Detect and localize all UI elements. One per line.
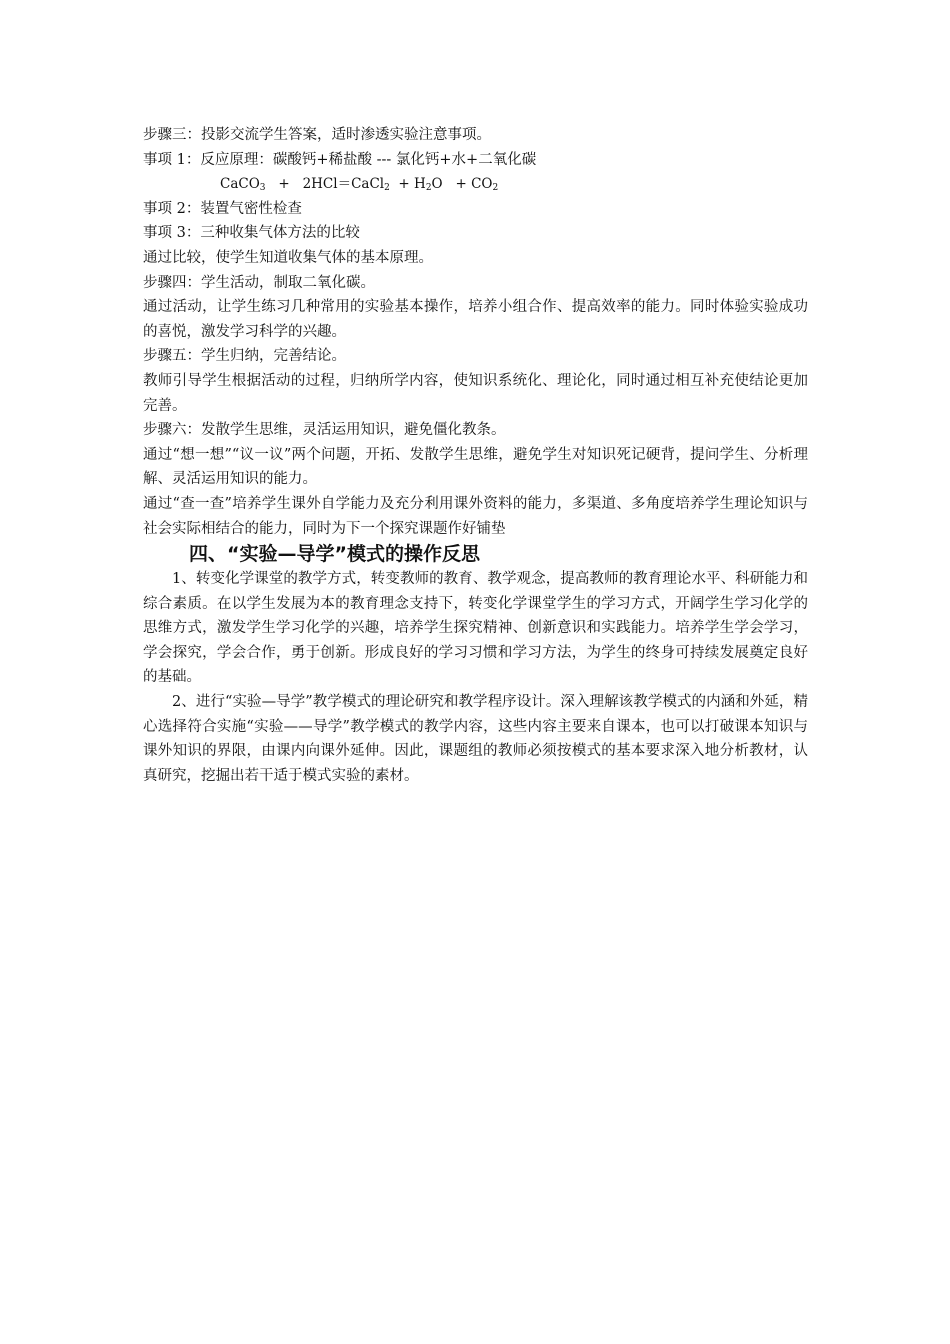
step3-line: 步骤三：投影交流学生答案，适时渗透实验注意事项。 <box>143 127 491 143</box>
chemical-equation <box>143 172 808 197</box>
equation-h: + H <box>389 176 426 193</box>
compare-line: 通过比较，使学生知道收集气体的基本原理。 <box>143 249 433 266</box>
item3-line: 事项 3：三种收集气体方法的比较 <box>143 225 360 242</box>
check-paragraph: 通过“查一查”培养学生课外自学能力及充分利用课外资料的能力，多渠道、多角度培养学生理论知识与社会实际相结合的能力，同时为下一个探究课题作好铺垫 <box>143 495 808 537</box>
equation-hcl: + 2HCl＝CaCl <box>265 176 385 193</box>
step6-line: 步骤六：发散学生思维，灵活运用知识，避免僵化教条。 <box>143 422 506 439</box>
item1-line: 事项 1：反应原理：碳酸钙+稀盐酸 --- 氯化钙+水+二氧化碳 <box>143 151 537 168</box>
section4-heading: 四、“实验—导学”模式的操作反思 <box>189 543 480 566</box>
teacher-paragraph: 教师引导学生根据活动的过程，归纳所学内容，使知识系统化、理论化，同时通过相互补充使结论更加完善。 <box>143 372 808 414</box>
equation-sub-cl2: 2 <box>384 183 390 194</box>
section4-paragraph-2: 2、进行“实验—导学”教学模式的理论研究和教学程序设计。深入理解该教学模式的内涵和外延，精心选择符合实施“实验——导学”教学模式的教学内容，这些内容主要来自课本，也可以打破课本知识与课外知识的界限，由课内向课外延伸。因此，课题组的教师必须按模式的基本要求深入地分析教材，认真研究，挖掘出若干适于模式实验的素材。 <box>143 694 808 784</box>
step4-line: 步骤四：学生活动，制取二氧化碳。 <box>143 274 375 291</box>
section4-paragraph-1: 1、转变化学课堂的教学方式，转变教师的教育、教学观念，提高教师的教育理论水平、科研能力和综合素质。在以学生发展为本的教育理念支持下，转变化学课堂学生的学习方式，开阔学生学习化学的思维方式，激发学生学习化学的兴趣，培养学生探究精神、创新意识和实践能力。培养学生学会学习，学会探究，学会合作，勇于创新。形成良好的学习习惯和学习方法，为学生的终身可持续发展奠定良好的基础。 <box>143 571 808 686</box>
equation-sub3: 3 <box>259 183 266 194</box>
equation-sub-co2: 2 <box>492 183 499 194</box>
think-paragraph: 通过“想一想”“议一议”两个问题，开拓、发散学生思维，避免学生对知识死记硬背，提问学生、分析理解、灵活运用知识的能力。 <box>143 446 808 488</box>
step5-line: 步骤五：学生归纳，完善结论。 <box>143 348 346 365</box>
equation-o-co: O + CO <box>431 176 493 193</box>
item2-line: 事项 2：装置气密性检查 <box>143 200 302 217</box>
equation-sub-h2: 2 <box>425 183 432 194</box>
activity-paragraph: 通过活动，让学生练习几种常用的实验基本操作，培养小组合作、提高效率的能力。同时体验实验成功的喜悦，激发学习科学的兴趣。 <box>143 299 808 340</box>
equation-caco: CaCO <box>220 176 260 193</box>
document-body <box>143 123 808 788</box>
